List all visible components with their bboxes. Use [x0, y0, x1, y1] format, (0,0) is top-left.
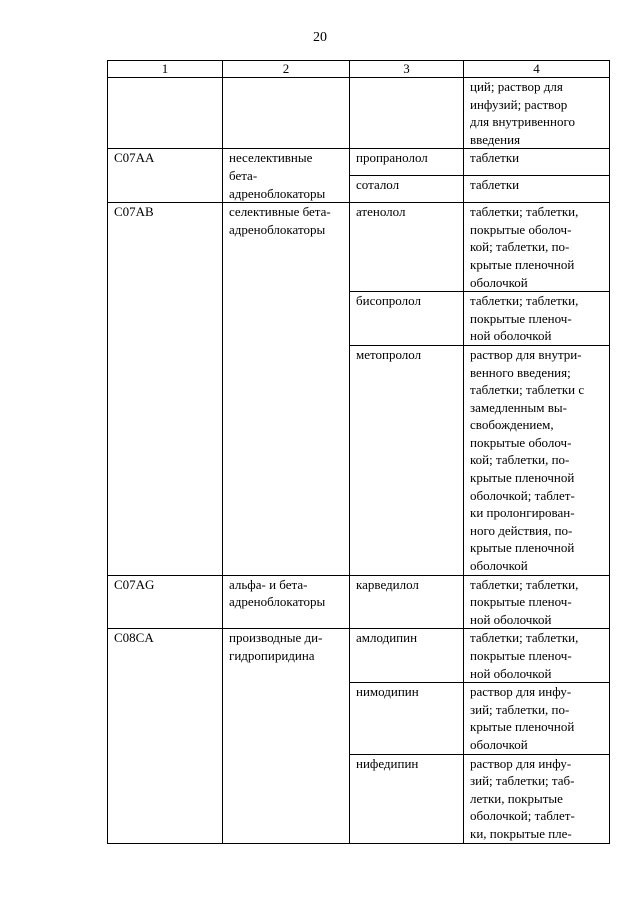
forms-cell-line: покрытые пленоч- — [470, 648, 572, 663]
code-cell-line: C08CA — [114, 630, 154, 646]
column-header-forms: 4 — [464, 61, 610, 78]
group-cell — [223, 78, 350, 149]
forms-cell-line: летки, покрытые — [470, 790, 563, 806]
forms-cell-line: крытые пленочной — [470, 719, 575, 735]
drug-cell-line: нимодипин — [356, 684, 419, 700]
drug-cell-line: амлодипин — [356, 630, 418, 646]
forms-cell-line: таблетки; таблетки, — [470, 293, 579, 309]
drug-cell — [350, 345, 464, 575]
table-row — [108, 629, 610, 683]
medication-table — [107, 60, 610, 844]
forms-cell — [464, 754, 610, 843]
page-number: 20 — [313, 30, 327, 45]
forms-cell-line: таблетки; таблетки, — [470, 204, 579, 220]
drug-cell-line: соталол — [356, 177, 400, 193]
group-cell-line: селективные бета- — [229, 204, 331, 220]
group-cell-line: производные ди- — [229, 630, 323, 646]
forms-cell — [464, 78, 610, 149]
code-cell-line: C07AA — [114, 150, 155, 166]
forms-cell — [464, 203, 610, 292]
forms-cell — [464, 575, 610, 629]
code-cell — [108, 203, 223, 575]
table-body — [108, 78, 610, 844]
forms-cell-line: таблетки; таблетки, — [470, 576, 579, 592]
group-cell-line: адреноблокаторы — [229, 221, 326, 237]
forms-cell-line: венного введения; — [470, 364, 571, 380]
forms-cell-line: свобождением, — [470, 417, 554, 433]
code-cell — [108, 149, 223, 203]
forms-cell-line: ной оболочкой — [470, 328, 552, 344]
forms-cell-line: инфузий; раствор — [470, 96, 568, 112]
group-cell-line: альфа- и бета- — [229, 576, 308, 592]
forms-cell-line: ки, покрытые пле- — [470, 825, 572, 841]
code-cell-line: C07AB — [114, 204, 154, 220]
forms-cell — [464, 149, 610, 176]
forms-cell — [464, 292, 610, 346]
forms-cell-line: ки пролонгирован- — [470, 505, 575, 521]
forms-cell-line: покрытые оболоч- — [470, 434, 572, 450]
column-header-code: 1 — [108, 61, 223, 78]
drug-cell — [350, 629, 464, 683]
table-header-row — [108, 61, 610, 78]
forms-cell-line: кой; таблетки, по- — [470, 239, 570, 255]
forms-cell-line: таблетки — [470, 177, 520, 193]
forms-cell-line: оболочкой — [470, 736, 528, 752]
forms-cell-line: ций; раствор для — [470, 79, 563, 94]
code-cell — [108, 575, 223, 629]
drug-cell-line: атенолол — [356, 204, 406, 220]
drug-cell-line: пропранолол — [356, 150, 428, 166]
forms-cell-line: крытые пленочной — [470, 256, 575, 272]
forms-cell-line: замедленным вы- — [470, 399, 567, 415]
column-header-drug: 3 — [350, 61, 464, 78]
forms-cell — [464, 176, 610, 203]
forms-cell-line: ной оболочкой — [470, 611, 552, 627]
drug-cell — [350, 203, 464, 292]
forms-cell-line: для внутривенного — [470, 114, 575, 130]
group-cell-line: неселективные — [229, 150, 313, 166]
forms-cell-line: крытые пленочной — [470, 470, 575, 486]
forms-cell-line: таблетки; таблетки, — [470, 630, 579, 646]
code-cell — [108, 78, 223, 149]
drug-cell-line: нифедипин — [356, 755, 419, 771]
forms-cell-line: кой; таблетки, по- — [470, 452, 570, 468]
drug-cell — [350, 176, 464, 203]
forms-cell — [464, 345, 610, 575]
table-row — [108, 203, 610, 292]
group-cell-line: адреноблокаторы — [229, 185, 326, 201]
group-cell — [223, 629, 350, 843]
drug-cell — [350, 575, 464, 629]
drug-cell-line: метопролол — [356, 346, 422, 362]
drug-cell-line: бисопролол — [356, 293, 421, 309]
forms-cell-line: оболочкой; таблет- — [470, 808, 575, 824]
forms-cell-line: ной оболочкой — [470, 665, 552, 681]
group-cell — [223, 149, 350, 203]
forms-cell-line: раствор для инфу- — [470, 755, 572, 771]
drug-cell — [350, 292, 464, 346]
forms-cell-line: зий; таблетки; таб- — [470, 773, 575, 789]
group-cell-line: адреноблокаторы — [229, 594, 326, 610]
group-cell-line: гидропиридина — [229, 648, 315, 663]
forms-cell-line: зий; таблетки, по- — [470, 701, 570, 717]
forms-cell-line: раствор для внутри- — [470, 346, 582, 362]
drug-cell-line: карведилол — [356, 576, 419, 592]
code-cell-line: C07AG — [114, 576, 155, 592]
table-row — [108, 575, 610, 629]
forms-cell-line: таблетки — [470, 150, 520, 166]
forms-cell-line: ного действия, по- — [470, 522, 573, 538]
forms-cell-line: оболочкой — [470, 274, 528, 290]
drug-cell — [350, 149, 464, 176]
group-cell-line: бета- — [229, 167, 258, 183]
drug-cell — [350, 754, 464, 843]
forms-cell-line: введения — [470, 131, 521, 147]
drug-cell — [350, 683, 464, 754]
forms-cell-line: покрытые оболоч- — [470, 221, 572, 237]
forms-cell — [464, 629, 610, 683]
group-cell — [223, 575, 350, 629]
forms-cell-line: покрытые пленоч- — [470, 594, 572, 610]
table-row-continuation — [108, 78, 610, 149]
code-cell — [108, 629, 223, 843]
forms-cell-line: раствор для инфу- — [470, 684, 572, 700]
drug-cell — [350, 78, 464, 149]
forms-cell-line: крытые пленочной — [470, 540, 575, 556]
forms-cell — [464, 683, 610, 754]
forms-cell-line: оболочкой — [470, 558, 528, 574]
forms-cell-line: таблетки; таблетки с — [470, 382, 585, 398]
group-cell — [223, 203, 350, 575]
table-row — [108, 149, 610, 176]
column-header-group: 2 — [223, 61, 350, 78]
forms-cell-line: покрытые пленоч- — [470, 310, 572, 326]
forms-cell-line: оболочкой; таблет- — [470, 487, 575, 503]
